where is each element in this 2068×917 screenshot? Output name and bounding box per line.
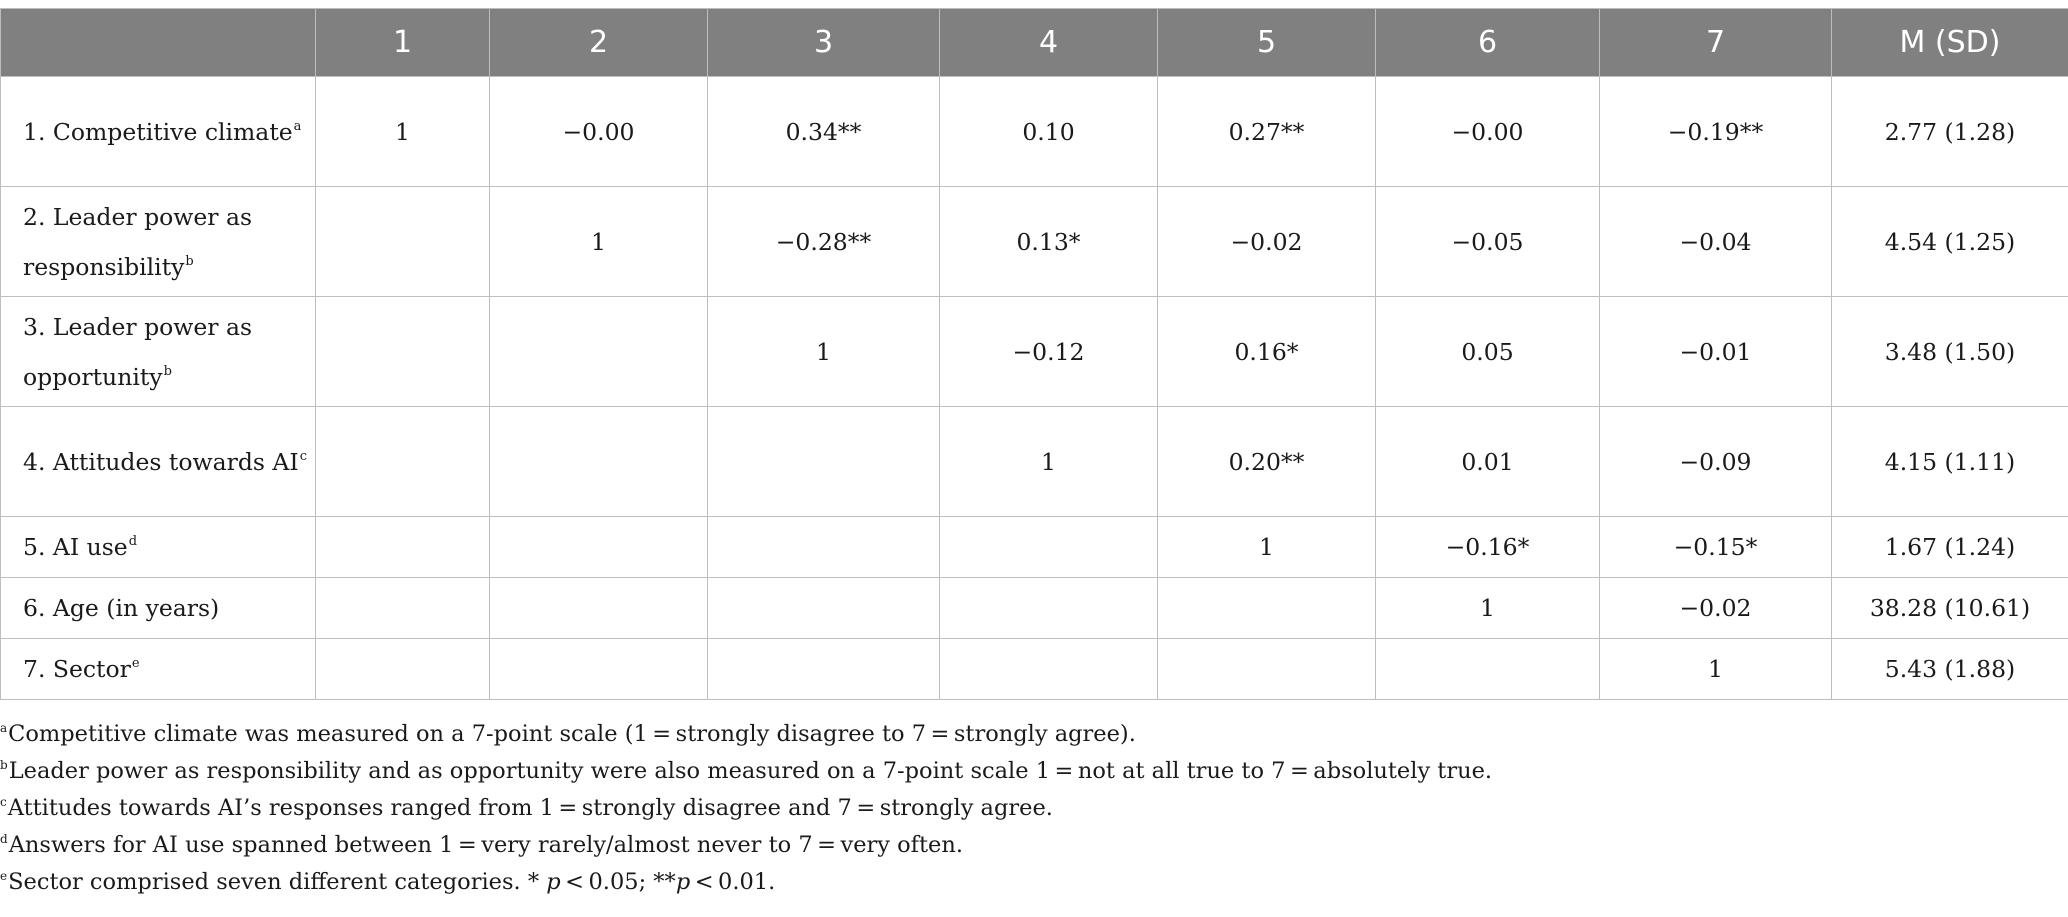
table-row — [1, 407, 2068, 517]
footnote — [0, 790, 1492, 827]
table-cell: 1 — [1158, 517, 1376, 578]
footnote-marker: a — [0, 721, 8, 735]
table-row — [1, 297, 2068, 407]
table-cell — [316, 297, 490, 407]
row-label — [1, 639, 316, 700]
table-cell — [1376, 639, 1600, 700]
footnote-text: Sector comprised seven different categories. * — [8, 869, 547, 895]
table-cell: 4.15 (1.11) — [1832, 407, 2068, 517]
footnote-text: Leader power as responsibility and as opportunity were also measured on a 7-point scale 1 = not at all true to 7 = absolutely true. — [8, 758, 1493, 784]
table-cell — [490, 517, 708, 578]
table-cell — [490, 639, 708, 700]
table-cell: −0.19** — [1600, 77, 1832, 187]
footnote — [0, 827, 1492, 864]
table-cell: 0.05 — [1376, 297, 1600, 407]
header-cell-empty — [1, 9, 316, 77]
table-cell: −0.01 — [1600, 297, 1832, 407]
row-label — [1, 578, 316, 639]
header-cell-1: 1 — [316, 9, 490, 77]
table-cell — [490, 578, 708, 639]
table-cell: 1 — [490, 187, 708, 297]
table-cell: 1 — [708, 297, 940, 407]
table-cell: 2.77 (1.28) — [1832, 77, 2068, 187]
table-cell: 0.16* — [1158, 297, 1376, 407]
table-cell: −0.28** — [708, 187, 940, 297]
header-cell-4: 4 — [940, 9, 1158, 77]
footnote — [0, 864, 1492, 901]
footnote — [0, 716, 1492, 753]
row-label-text: 2. Leader power as responsibility — [23, 202, 253, 281]
footnote-marker: b — [163, 363, 172, 379]
table-cell: 0.13* — [940, 187, 1158, 297]
table-cell — [708, 639, 940, 700]
table-cell: 1 — [1376, 578, 1600, 639]
table-cell — [940, 517, 1158, 578]
footnote-marker: e — [131, 656, 140, 671]
table-cell: 4.54 (1.25) — [1832, 187, 2068, 297]
footnote-marker: a — [293, 118, 302, 134]
table-cell: −0.04 — [1600, 187, 1832, 297]
table-cell: −0.16* — [1376, 517, 1600, 578]
table-cell: 0.20** — [1158, 407, 1376, 517]
table-cell: −0.12 — [940, 297, 1158, 407]
footnote-marker: d — [0, 832, 8, 846]
table-row — [1, 77, 2068, 187]
footnote-text: Attitudes towards AI’s responses ranged from 1 = strongly disagree and 7 = strongly agree. — [7, 795, 1053, 821]
table-cell — [1158, 639, 1376, 700]
table-cell — [316, 187, 490, 297]
header-cell-5: 5 — [1158, 9, 1376, 77]
table-cell: −0.15* — [1600, 517, 1832, 578]
table-cell: −0.02 — [1158, 187, 1376, 297]
row-label — [1, 297, 316, 407]
table-cell: 0.01 — [1376, 407, 1600, 517]
table-cell: 1.67 (1.24) — [1832, 517, 2068, 578]
correlation-table — [0, 8, 2068, 700]
table-cell: 1 — [940, 407, 1158, 517]
footnote-marker: c — [299, 448, 307, 464]
row-label-text: 6. Age (in years) — [23, 594, 220, 622]
row-label — [1, 517, 316, 578]
p-symbol: p — [546, 869, 561, 895]
footnote-text: < 0.05; ** — [560, 869, 676, 895]
table-cell: 0.10 — [940, 77, 1158, 187]
table-cell: −0.05 — [1376, 187, 1600, 297]
table-row — [1, 517, 2068, 578]
footnote-text: Competitive climate was measured on a 7-point scale (1 = strongly disagree to 7 = strongly agree). — [8, 721, 1136, 747]
table-cell — [490, 297, 708, 407]
row-label-text: 7. Sector — [23, 655, 131, 683]
header-cell-3: 3 — [708, 9, 940, 77]
table-cell — [316, 578, 490, 639]
table-cell: 1 — [316, 77, 490, 187]
footnote-marker: e — [0, 869, 8, 883]
row-label — [1, 407, 316, 517]
row-label-text: 3. Leader power as opportunity — [23, 312, 253, 391]
table-cell — [940, 639, 1158, 700]
table-cell — [708, 578, 940, 639]
table-cell: 5.43 (1.88) — [1832, 639, 2068, 700]
table-cell: 0.34** — [708, 77, 940, 187]
footnote-marker: d — [128, 534, 138, 549]
row-label — [1, 77, 316, 187]
header-cell-2: 2 — [490, 9, 708, 77]
table-cell — [316, 639, 490, 700]
table-cell — [940, 578, 1158, 639]
table-cell — [1158, 578, 1376, 639]
footnote — [0, 753, 1492, 790]
table-row — [1, 578, 2068, 639]
p-symbol: p — [675, 869, 691, 895]
table-cell: −0.00 — [490, 77, 708, 187]
table-cell — [490, 407, 708, 517]
row-label — [1, 187, 316, 297]
table-cell: 38.28 (10.61) — [1832, 578, 2068, 639]
table-cell — [316, 407, 490, 517]
table-cell: 3.48 (1.50) — [1832, 297, 2068, 407]
table-cell: 1 — [1600, 639, 1832, 700]
row-label-text: 1. Competitive climate — [23, 117, 293, 146]
table-cell: −0.09 — [1600, 407, 1832, 517]
table-cell: 0.27** — [1158, 77, 1376, 187]
table-cell: −0.02 — [1600, 578, 1832, 639]
table-header-row — [1, 9, 2068, 77]
row-label-text: 5. AI use — [23, 533, 128, 561]
table-cell: −0.00 — [1376, 77, 1600, 187]
table-row — [1, 639, 2068, 700]
header-cell-6: 6 — [1376, 9, 1600, 77]
table-footnotes — [0, 716, 1492, 901]
table-cell — [708, 517, 940, 578]
row-label-text: 4. Attitudes towards AI — [23, 447, 299, 476]
table-row — [1, 187, 2068, 297]
header-cell-mean-sd: M (SD) — [1832, 9, 2068, 77]
table-cell — [316, 517, 490, 578]
footnote-marker: c — [0, 795, 7, 809]
footnote-marker: b — [0, 758, 8, 772]
footnote-text: Answers for AI use spanned between 1 = very rarely/almost never to 7 = very often. — [8, 832, 964, 858]
footnote-marker: b — [185, 253, 194, 269]
table-cell — [708, 407, 940, 517]
footnote-text: < 0.01. — [690, 869, 776, 895]
header-cell-7: 7 — [1600, 9, 1832, 77]
